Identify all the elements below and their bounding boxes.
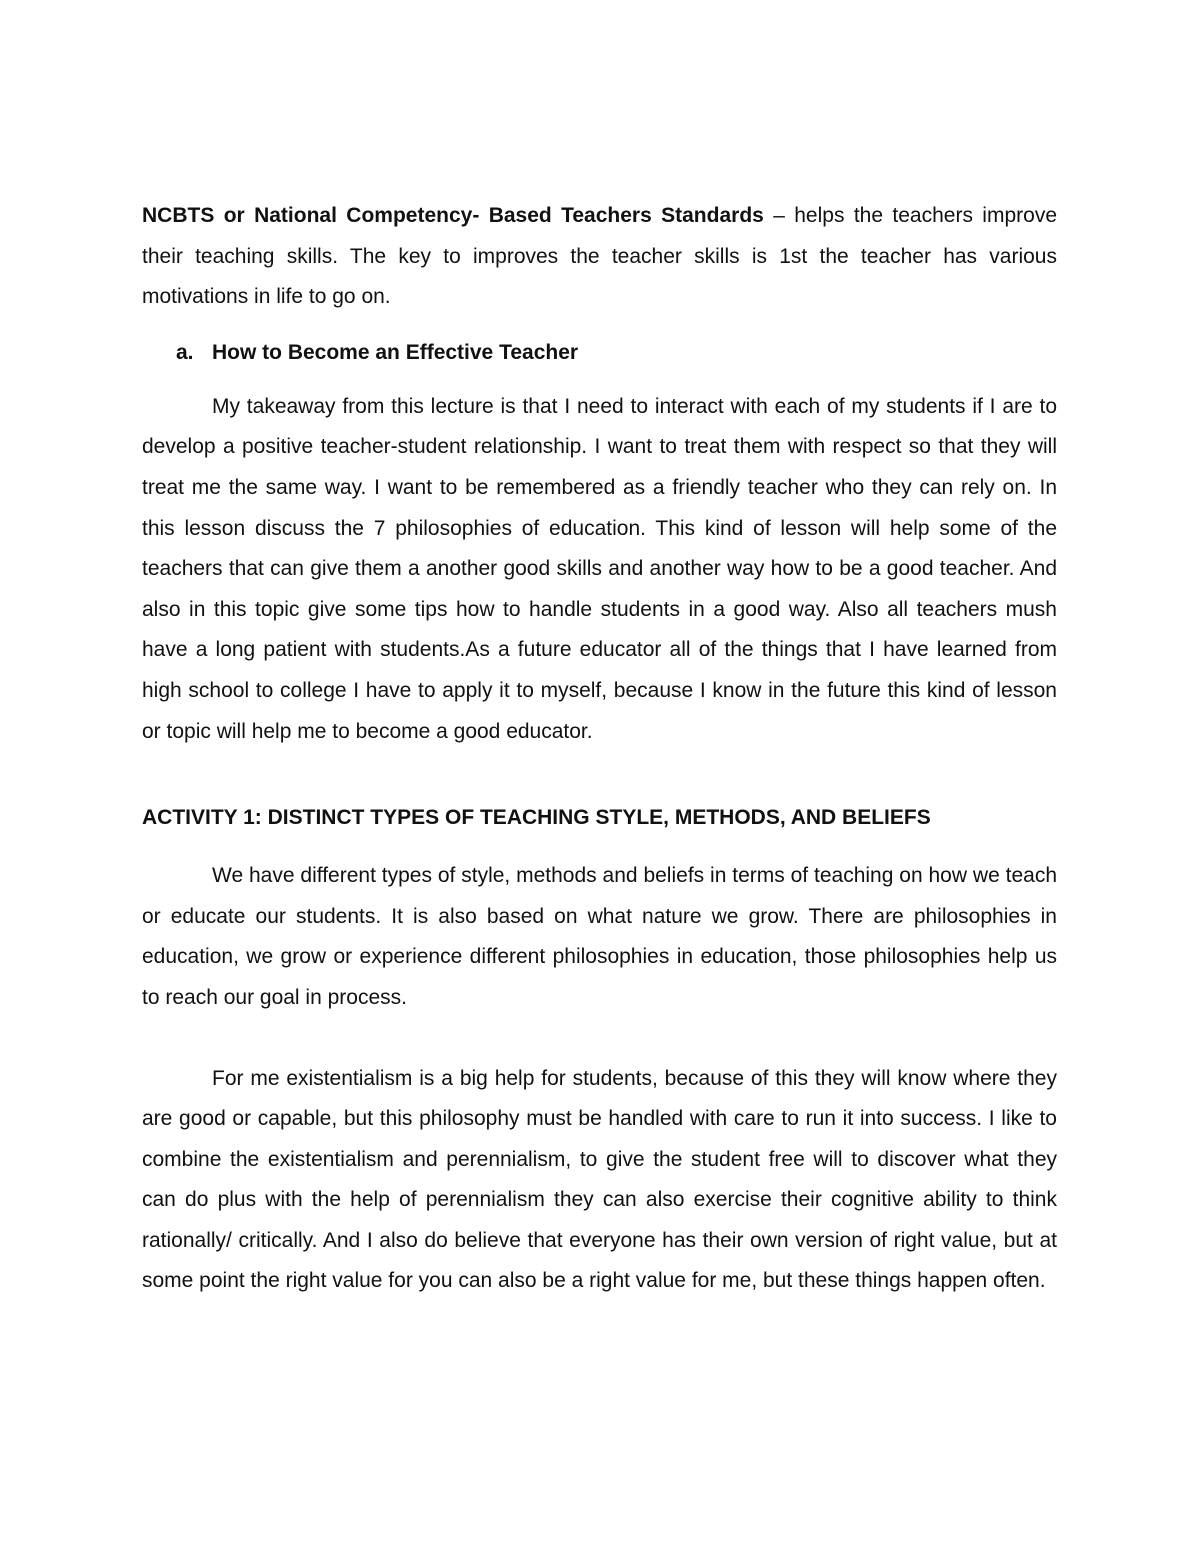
activity-1-heading: ACTIVITY 1: DISTINCT TYPES OF TEACHING STYLE, METHODS, AND BELIEFS xyxy=(142,806,931,830)
section-a-marker: a. xyxy=(176,340,194,364)
section-a-title: How to Become an Effective Teacher xyxy=(212,340,579,364)
intro-paragraph xyxy=(142,196,1057,318)
activity-1-paragraph-2: For me existentialism is a big help for students, because of this they will know where they are good or capable, but this philosophy must be handled with care to run it into success. I like to combine the existentialism and perennialism, to give the student free will to discover what they can do plus with the help of perennialism they can also exercise their cognitive ability to think rationally/ critically. And I also do believe that everyone has their own version of right value, but at some point the right value for you can also be a right value for me, but these things happen often. xyxy=(142,1066,1057,1293)
ncbts-term: NCBTS or National Competency- Based Teachers Standards xyxy=(142,204,764,227)
activity-1-paragraph-1: We have different types of style, methods and beliefs in terms of teaching on how we teach or educate our students. It is also based on what nature we grow. There are philosophies in education, we grow or experience different philosophies in education, those philosophies help us to reach our goal in process. xyxy=(142,864,1057,1009)
section-a-body: My takeaway from this lecture is that I need to interact with each of my students if I are to develop a positive teacher-student relationship. I want to treat them with respect so that they will treat me the same way. I want to be remembered as a friendly teacher who they can rely on. In this lesson discuss the 7 philosophies of education. This kind of lesson will help some of the teachers that can give them a another good skills and another way how to be a good teacher. And also in this topic give some tips how to handle students in a good way. Also all teachers mush have a long patient with students.As a future educator all of the things that I have learned from high school to college I have to apply it to myself, because I know in the future this kind of lesson or topic will help me to become a good educator. xyxy=(142,394,1057,743)
intro-text: – helps the teachers improve their teaching skills. The key to improves the teacher skills is 1st the teacher has various motivations in life to go on. xyxy=(142,204,1058,309)
section-a-heading xyxy=(142,333,1057,373)
document-page xyxy=(142,196,1057,1302)
